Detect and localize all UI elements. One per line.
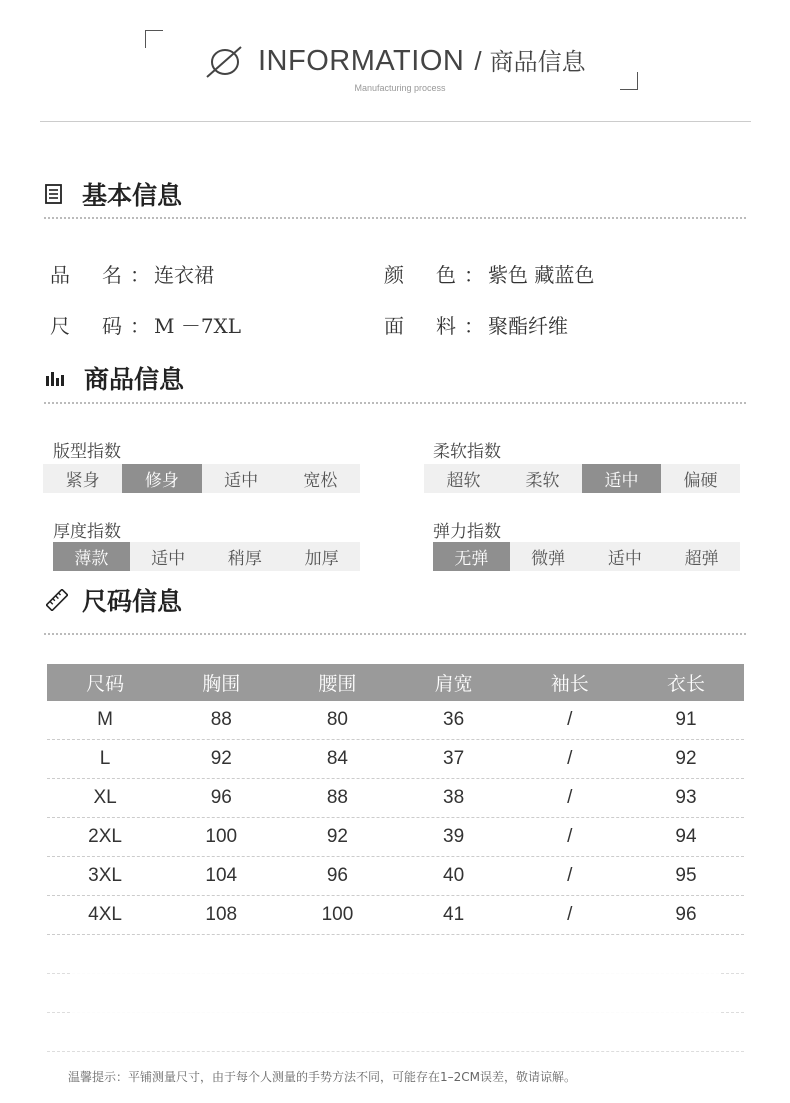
table-cell: XL xyxy=(93,787,117,808)
column-header: 肩宽 xyxy=(434,673,473,695)
table-cell: M xyxy=(97,709,113,730)
table-cell: 92 xyxy=(210,748,232,769)
index-option: 适中 xyxy=(151,549,186,569)
table-cell: 39 xyxy=(443,826,465,847)
table-cell: 92 xyxy=(675,748,697,769)
index-option: 偏硬 xyxy=(683,471,718,491)
document-lines-icon xyxy=(43,183,65,205)
header-subtitle: Manufacturing process xyxy=(354,83,446,93)
info-value-name: 连衣裙 xyxy=(154,263,214,287)
table-cell: 96 xyxy=(326,865,348,886)
table-cell: 88 xyxy=(326,787,348,808)
table-cell: 38 xyxy=(443,787,465,808)
column-header: 胸围 xyxy=(202,673,241,695)
table-cell: 84 xyxy=(326,748,348,769)
index-option: 适中 xyxy=(224,471,259,491)
slashed-circle-logo-icon xyxy=(203,45,245,79)
table-cell: 41 xyxy=(443,904,465,925)
index-option: 修身 xyxy=(122,464,201,493)
info-value-material: 聚酯纤维 xyxy=(488,314,568,338)
table-cell: / xyxy=(567,904,573,925)
table-cell: 108 xyxy=(205,904,238,925)
table-cell: 91 xyxy=(675,709,697,730)
column-header: 衣长 xyxy=(666,673,705,695)
index-option: 无弹 xyxy=(433,542,510,571)
index-option: 微弹 xyxy=(531,549,566,569)
ruler-icon xyxy=(46,589,68,611)
table-cell: / xyxy=(567,748,573,769)
table-cell: 95 xyxy=(675,865,697,886)
info-item-name: 品 名 ： 连衣裙 xyxy=(50,259,214,288)
table-cell: / xyxy=(567,787,573,808)
header-divider xyxy=(40,121,751,122)
table-cell: 37 xyxy=(443,748,465,769)
info-item-color: 颜 色 ： 紫色 藏蓝色 xyxy=(384,259,594,288)
header-title xyxy=(258,42,586,78)
column-header: 尺码 xyxy=(86,673,125,695)
table-cell: 94 xyxy=(675,826,697,847)
index-label-softness: 柔软指数 xyxy=(433,442,501,462)
column-header: 袖长 xyxy=(550,673,589,695)
table-cell: 3XL xyxy=(88,865,122,886)
index-label-thickness: 厚度指数 xyxy=(53,522,121,542)
table-cell: 80 xyxy=(326,709,348,730)
size-table-header xyxy=(47,664,744,701)
faded-overlay xyxy=(70,935,720,1050)
index-option: 柔软 xyxy=(525,471,560,491)
index-option: 超软 xyxy=(446,471,481,491)
index-option: 薄款 xyxy=(53,542,130,571)
info-item-size: 尺 码 ： M －7XL xyxy=(50,310,241,339)
section-divider xyxy=(44,217,746,219)
index-bar-fit xyxy=(43,464,360,493)
index-option: 加厚 xyxy=(304,549,339,569)
index-bar-elasticity xyxy=(433,542,740,571)
table-cell: 92 xyxy=(326,826,348,847)
index-label-elasticity: 弹力指数 xyxy=(433,522,501,542)
table-row xyxy=(47,779,744,818)
section-divider xyxy=(44,633,746,635)
basic-info-title: 基本信息 xyxy=(82,181,183,210)
table-cell: L xyxy=(99,748,111,769)
index-bar-softness xyxy=(424,464,740,493)
index-option: 稍厚 xyxy=(227,549,262,569)
index-option: 紧身 xyxy=(65,471,100,491)
table-cell: 93 xyxy=(675,787,697,808)
table-row xyxy=(47,701,744,740)
measurement-tip: 温馨提示：平铺测量尺寸，由于每个人测量的手势方法不同，可能存在1–2CM误差，敬请谅解。 xyxy=(68,1070,577,1084)
index-option: 宽松 xyxy=(303,471,338,491)
index-bar-thickness xyxy=(53,542,360,571)
size-info-title: 尺码信息 xyxy=(82,587,183,616)
info-value-color: 紫色 藏蓝色 xyxy=(488,263,595,287)
header-title-cn: 商品信息 xyxy=(489,48,586,76)
info-item-material: 面 料 ： 聚酯纤维 xyxy=(384,310,568,339)
corner-bracket-top-left xyxy=(145,30,163,48)
table-row xyxy=(47,740,744,779)
table-cell: / xyxy=(567,865,573,886)
table-row xyxy=(47,857,744,896)
table-cell: / xyxy=(567,709,573,730)
table-cell: 4XL xyxy=(88,904,122,925)
table-cell: 100 xyxy=(205,826,238,847)
corner-bracket-bottom-right xyxy=(620,72,638,90)
table-row xyxy=(47,818,744,857)
index-label-fit: 版型指数 xyxy=(53,442,121,462)
column-header: 腰围 xyxy=(318,673,357,695)
table-cell: 40 xyxy=(443,865,465,886)
table-cell: 36 xyxy=(443,709,465,730)
table-cell: / xyxy=(567,826,573,847)
index-option: 适中 xyxy=(582,464,661,493)
table-cell: 88 xyxy=(210,709,232,730)
table-cell: 96 xyxy=(210,787,232,808)
table-cell: 104 xyxy=(205,865,238,886)
info-value-size: M －7XL xyxy=(154,314,242,338)
header-title-en: INFORMATION xyxy=(258,45,465,77)
table-cell: 100 xyxy=(321,904,354,925)
bar-chart-icon xyxy=(44,367,66,389)
section-divider xyxy=(44,402,746,404)
table-cell: 96 xyxy=(675,904,697,925)
header-title-separator: / xyxy=(474,46,482,76)
table-row xyxy=(47,896,744,935)
index-option: 适中 xyxy=(607,549,642,569)
index-option: 超弹 xyxy=(684,549,719,569)
product-info-title: 商品信息 xyxy=(84,365,185,394)
table-cell: 2XL xyxy=(88,826,122,847)
